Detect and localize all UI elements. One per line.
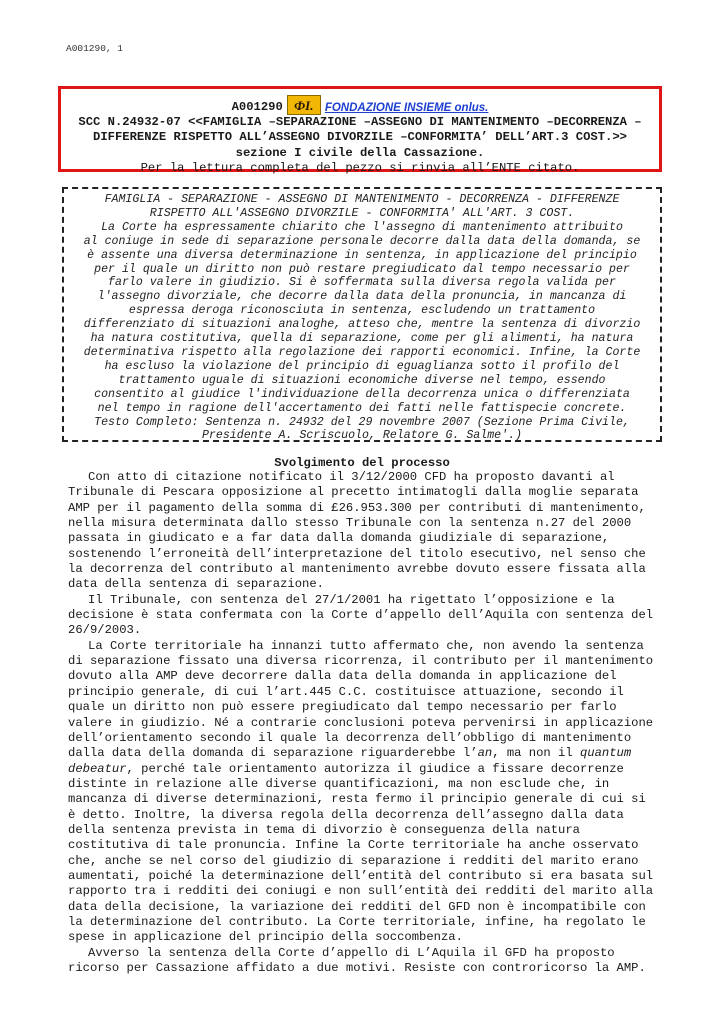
document-code: A001290 [231, 99, 283, 114]
paragraph-3-part-c: , perché tale orientamento autorizza il giudice a fissare decorrenze distinte in relazione alle diverse quantificazioni, ma non esclude che, in mancanza di diverse determinazioni, resta fermo il principio generale di cui si è detto. Inoltre, la diversa regola della decorrenza dell’assegno dalla data della sentenza prevista in tema di divorzio è conseguenza della natura costitutiva di tale pronuncia. Infine la Corte territoriale ha anche osservato che, anche se nel corso del giudizio di separazione i redditi del marito erano aumentati, poiché la determinazione dell’entità del contributo si era basata sul rapporto tra i redditi dei coniugi e non sull’entità dei redditi del marito alla data della decisione, la variazione dei redditi del GFD non è incompatibile con la determinazione del contributo. La Corte territoriale, infine, ha regolato le spese in applicazione del principio della soccombenza. [68, 761, 654, 945]
page-identifier: A001290, 1 [66, 43, 124, 54]
summary-title-line-1: FAMIGLIA - SEPARAZIONE - ASSEGNO DI MANTENIMENTO - DECORRENZA - DIFFERENZE [104, 193, 620, 206]
summary-line: espressa deroga riconosciuta in sentenza, escludendo un trattamento [128, 304, 596, 318]
paragraph-3-part-a: La Corte territoriale ha innanzi tutto affermato che, non avendo la sentenza di separazione fissato una diversa ricorrenza, il contributo per il mantenimento dovuto alla AMP deve decorrere dalla data della domanda in applicazione del principio generale, di cui l’art.445 C.C. costituisce attuazione, secondo il quale un diritto non può essere pregiudicato dal tempo necessario per farlo valere in giudizio. Né a contrarie conclusioni poteva pervenirsi in applicazione dell’orientamento secondo il quale la decorrenza dell’obbligo di mantenimento dalla data della domanda di separazione riguarderebbe l’ [68, 638, 654, 761]
header-title-line-2: DIFFERENZE RISPETTO ALL’ASSEGNO DIVORZILE –CONFORMITA’ DELL’ART.3 COST.>> [93, 130, 627, 145]
paragraph-2: Il Tribunale, con sentenza del 27/1/2001 ha rigettato l’opposizione e la decisione è stata confermata con la Corte d’appello dell’Aquila con sentenza del 26/9/2003. [68, 592, 654, 638]
summary-line: al coniuge in sede di separazione personale decorre dalla data della domanda, se [83, 234, 641, 248]
summary-line: farlo valere in giudizio. Si è soffermata sulla diversa regola valida per [108, 276, 616, 290]
summary-line: Presidente A. Scriscuolo, Relatore G. Salme'.) [201, 429, 523, 443]
summary-line: è assente una diversa determinazione in sentenza, in applicazione del principio [87, 248, 637, 262]
summary-line: La Corte ha espressamente chiarito che l'assegno di mantenimento attribuito [101, 220, 623, 234]
paragraph-1: Con atto di citazione notificato il 3/12/2000 CFD ha proposto davanti al Tribunale di Pescara opposizione al precetto intimatogli dalla moglie separata AMP per il pagamento della somma di £26.953.300 per contributi di mantenimento, nella misura determinata dallo stesso Tribunale con la sentenza n.27 del 2000 passata in giudicato e a far data dalla domanda giudiziale di separazione, sostenendo l’erroneità dell’interpretazione del titolo esecutivo, nel senso che la decorrenza del contributo al mantenimento avrebbe dovuto essere fissata alla data della sentenza di separazione. [68, 470, 646, 592]
paragraph-3 [68, 639, 658, 946]
summary-line: determinativa rispetto alla regolazione dei rapporti economici. Infine, la Corte [83, 345, 641, 359]
summary-line: consentito al giudice l'individuazione della decorrenza unica o differenziata [94, 387, 630, 401]
summary-line: per il quale un diritto non può restare pregiudicato dal tempo necessario per [94, 262, 630, 276]
foundation-link[interactable]: FONDAZIONE INSIEME onlus. [324, 102, 489, 114]
summary-title-line-2: RISPETTO ALL'ASSEGNO DIVORZILE - CONFORMITA' ALL'ART. 3 COST. [149, 206, 575, 220]
summary-line: Testo Completo: Sentenza n. 24932 del 29 novembre 2007 (Sezione Prima Civile, [94, 415, 630, 429]
summary-line: trattamento uguale di situazioni economiche diverse nel tempo, essendo [118, 373, 606, 387]
summary-box [62, 187, 662, 442]
header-title-line-1: SCC N.24932-07 <<FAMIGLIA –SEPARAZIONE –ASSEGNO DI MANTENIMENTO –DECORRENZA – [78, 115, 642, 129]
foundation-logo-icon: ФI. [287, 95, 321, 115]
summary-line: l'assegno divorziale, che decorre dalla data della pronuncia, in mancanza di [97, 290, 627, 304]
section-title: Svolgimento del processo [274, 456, 450, 470]
header-note: Per la lettura completa del pezzo si rinvia all’ENTE citato. [140, 161, 580, 176]
summary-body [70, 221, 654, 444]
paragraph-4: Avverso la sentenza della Corte d’appello di L’Aquila il GFD ha proposto ricorso per Cassazione affidato a due motivi. Resiste con controricorso la AMP. [68, 945, 646, 975]
summary-line: differenziato di situazioni analoghe, atteso che, mentre la sentenza di divorzio [83, 318, 641, 332]
summary-line: ha escluso la violazione del principio di eguaglianza sotto il profilo del [104, 359, 620, 373]
paragraph-3-part-b: , ma non il [492, 746, 580, 761]
document-header-box [58, 86, 662, 176]
paragraph-3-quantum: quantum debeatur [68, 746, 632, 776]
header-code-row [61, 95, 659, 115]
header-title-line-3: sezione I civile della Cassazione. [235, 145, 485, 160]
document-body [68, 470, 658, 976]
paragraph-3-an: an [477, 746, 493, 761]
summary-line: ha natura costitutiva, quella di separazione, come per gli alimenti, ha natura [90, 332, 634, 346]
summary-line: nel tempo in ragione dell'accertamento dei fatti nelle fattispecie concrete. [97, 401, 627, 415]
